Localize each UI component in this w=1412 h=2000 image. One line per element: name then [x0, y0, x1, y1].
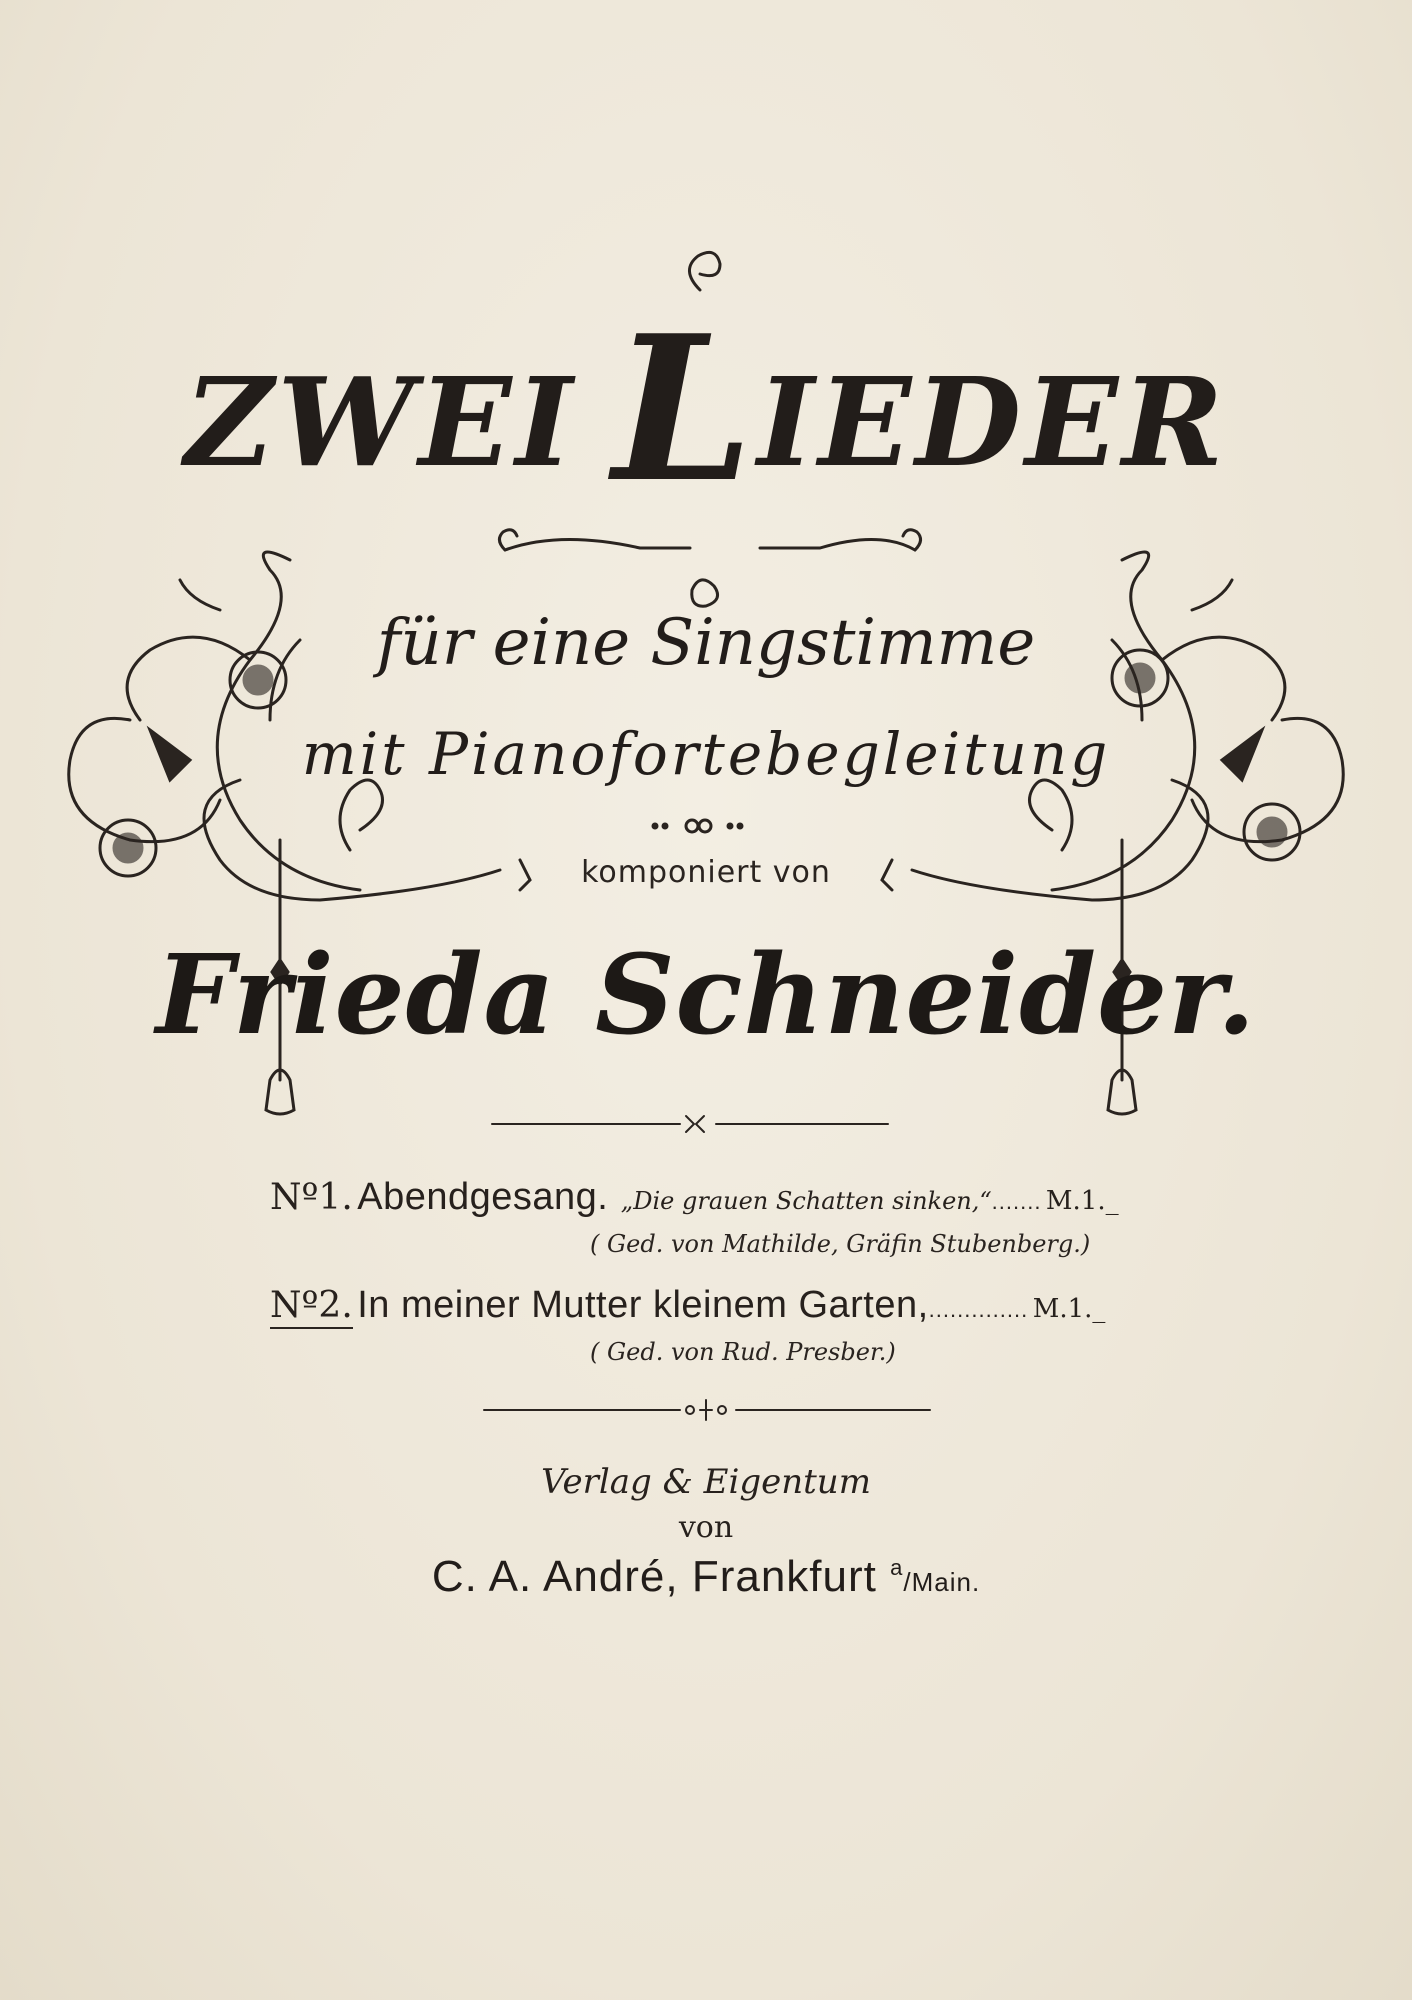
page-title [0, 292, 1412, 540]
song-poet-1: ( Ged. von Mathilde, Gräfin Stubenberg.) [590, 1230, 1091, 1258]
title-word-lieder-rest: IEDER [757, 350, 1228, 494]
song-number: Nº1. [270, 1177, 353, 1218]
song-incipit: „Die grauen Schatten sinken,“ [620, 1187, 992, 1215]
title-word-zwei: ZWEI [184, 350, 577, 494]
subtitle-line-1: für eine Singstimme [376, 606, 1036, 680]
subtitle-dot-ornament [653, 820, 742, 832]
subtitle-line-2: mit Pianofortebegleitung [301, 720, 1111, 788]
song-price: M.1._ [1032, 1294, 1106, 1324]
publisher-line-verlag: Verlag & Eigentum [541, 1462, 871, 1502]
publisher-name [0, 1552, 1412, 1602]
title-initial-l: L [612, 292, 758, 527]
publisher-city: /Main. [903, 1567, 981, 1597]
leader-dots: .............. [928, 1297, 1029, 1322]
publisher-sup: a [890, 1555, 904, 1580]
publisher-firm: C. A. André, Frankfurt [431, 1552, 877, 1601]
song-title: Abendgesang. [357, 1176, 609, 1218]
song-price: M.1._ [1045, 1186, 1119, 1216]
song-entry-2 [270, 1284, 1105, 1327]
composer-name: Frieda Schneider. [155, 930, 1257, 1059]
song-poet-2: ( Ged. von Rud. Presber.) [590, 1338, 896, 1366]
title-word-lieder [612, 292, 1228, 527]
divider-bottom [484, 1400, 930, 1420]
divider-top [492, 1116, 888, 1132]
song-number: Nº2. [270, 1285, 353, 1329]
song-title: In meiner Mutter kleinem Garten, [357, 1284, 929, 1326]
composed-by-label: komponiert von [581, 855, 831, 890]
leader-dots: ....... [991, 1189, 1042, 1214]
publisher-line-von: von [678, 1510, 734, 1545]
song-entry-1 [270, 1176, 1119, 1219]
